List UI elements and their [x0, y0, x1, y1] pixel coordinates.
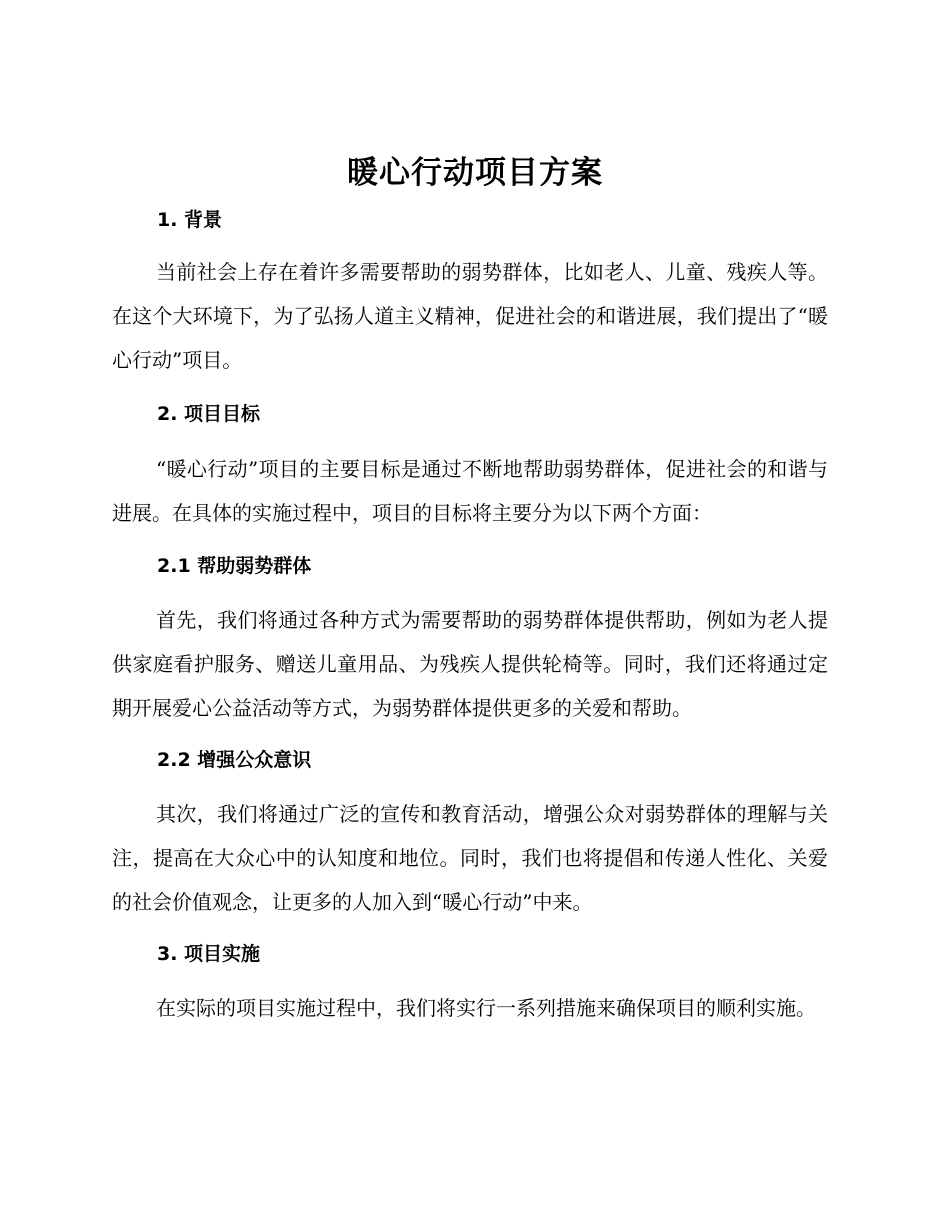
paragraph-implementation: 在实际的项目实施过程中，我们将实行一系列措施来确保项目的顺利实施。 [156, 996, 816, 1020]
section-heading-public-awareness: 2.2 增强公众意识 [157, 749, 312, 771]
paragraph-goals: “暖心行动”项目的主要目标是通过不断地帮助弱势群体，促进社会的和谐与进展。在具体的实施过程中，项目的目标将主要分为以下两个方面： [112, 457, 828, 525]
section-heading-help-vulnerable: 2.1 帮助弱势群体 [157, 555, 312, 577]
paragraph-background: 当前社会上存在着许多需要帮助的弱势群体，比如老人、儿童、残疾人等。在这个大环境下，为了弘扬人道主义精神，促进社会的和谐进展，我们提出了“暖心行动”项目。 [112, 260, 828, 372]
section-heading-implementation: 3. 项目实施 [157, 943, 261, 965]
document-title: 暖心行动项目方案 [347, 155, 603, 191]
section-heading-background: 1. 背景 [157, 209, 223, 231]
paragraph-help-vulnerable: 首先，我们将通过各种方式为需要帮助的弱势群体提供帮助，例如为老人提供家庭看护服务、赠送儿童用品、为残疾人提供轮椅等。同时，我们还将通过定期开展爱心公益活动等方式，为弱势群体提供更多的关爱和帮助。 [112, 608, 828, 720]
paragraph-public-awareness: 其次，我们将通过广泛的宣传和教育活动，增强公众对弱势群体的理解与关注，提高在大众心中的认知度和地位。同时，我们也将提倡和传递人性化、关爱的社会价值观念，让更多的人加入到“暖心行动”中来。 [112, 802, 828, 914]
section-heading-goals: 2. 项目目标 [157, 403, 261, 425]
